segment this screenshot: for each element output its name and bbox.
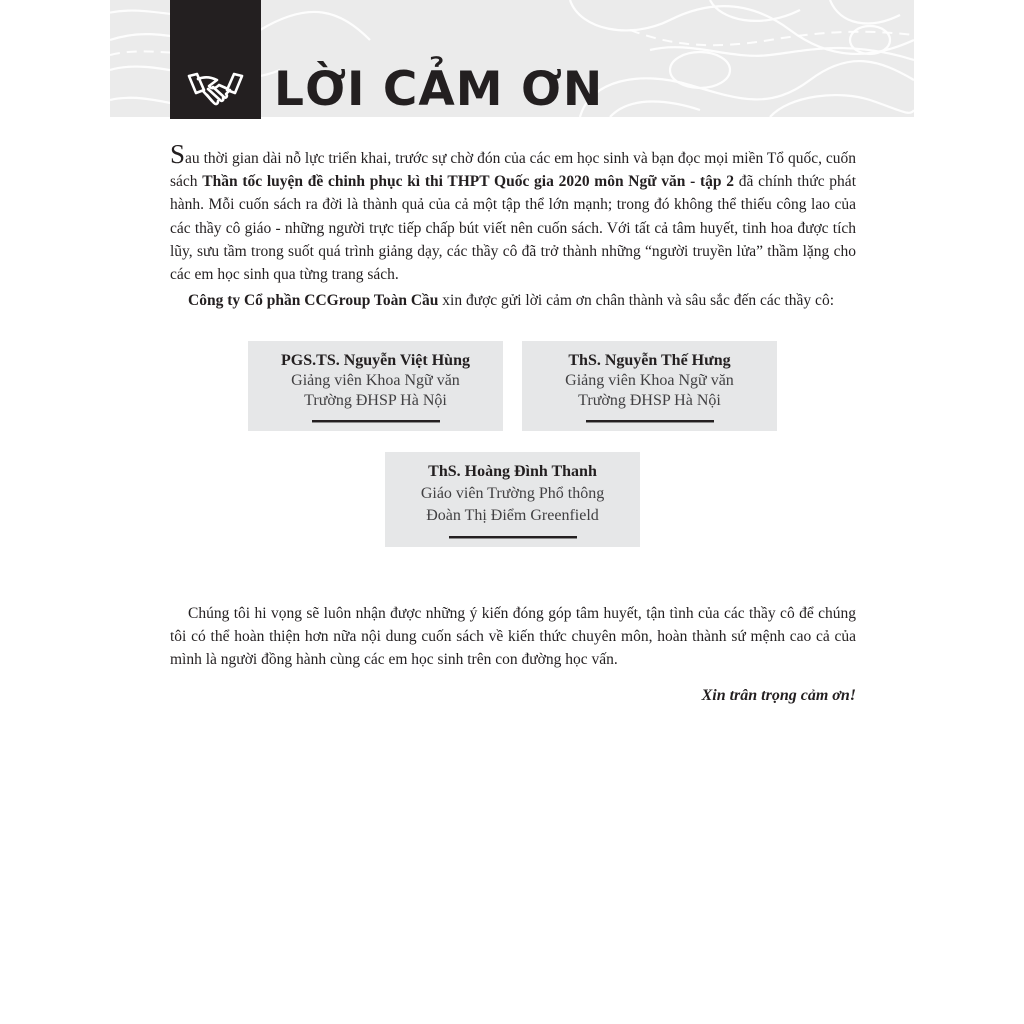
author-affiliation: Đoàn Thị Điểm Greenfield — [426, 507, 599, 524]
header-icon-box — [170, 0, 261, 119]
author-name: ThS. Nguyễn Thế Hưng — [568, 352, 731, 369]
book-title: Thần tốc luyện đề chinh phục kì thi THPT Quốc gia 2020 môn Ngữ văn - tập 2 — [202, 173, 735, 191]
card-divider — [312, 420, 440, 423]
author-name: PGS.TS. Nguyễn Việt Hùng — [281, 352, 470, 369]
author-position: Giáo viên Trường Phổ thông — [420, 485, 605, 502]
signoff: Xin trân trọng cảm ơn! — [701, 687, 856, 704]
page-title: LỜI CẢM ƠN — [274, 62, 604, 117]
card-divider — [449, 536, 577, 539]
closing-paragraph: Chúng tôi hi vọng sẽ luôn nhận được những ý kiến đóng góp tâm huyết, tận tình của các thầy cô để chúng tôi có thể hoàn thiện hơn nữa nội dung cuốn sách về kiến thức chuyên môn, hoàn thành sứ mệnh cao cả của mình là người đồng hành cùng các em học sinh trên con đường học vấn. — [170, 605, 856, 669]
author-card — [248, 341, 503, 431]
intro-text-a: au thời gian dài nỗ lực triển khai, trước sự chờ đón của các em học sinh và bạn đọc mọi miền Tổ quốc, cuốn sách — [170, 150, 856, 191]
card-divider — [586, 420, 714, 423]
intro-paragraph — [170, 139, 856, 286]
thanks-paragraph — [170, 289, 856, 312]
author-affiliation: Trường ĐHSP Hà Nội — [578, 392, 721, 409]
author-position: Giảng viên Khoa Ngữ văn — [565, 372, 734, 389]
drop-cap: S — [170, 139, 186, 169]
author-name: ThS. Hoàng Đình Thanh — [428, 463, 597, 480]
intro-text-b: đã chính thức phát hành. Mỗi cuốn sách ra đời là thành quả của cả một tập thể lớn mạnh; trong đó không thể thiếu công lao của các thầy cô giáo - những người trực tiếp chấp bút viết nên cuốn sách. Với tất cả tâm huyết, tinh hoa được tích lũy, sưu tầm trong suốt quá trình giảng dạy, các thầy cô đã trở thành những “người truyền lửa” thầm lặng cho các em học sinh qua từng trang sách. — [170, 173, 856, 284]
thanks-text: xin được gửi lời cảm ơn chân thành và sâu sắc đến các thầy cô: — [438, 292, 834, 309]
author-card — [385, 452, 640, 547]
author-affiliation: Trường ĐHSP Hà Nội — [304, 392, 447, 409]
author-position: Giảng viên Khoa Ngữ văn — [291, 372, 460, 389]
author-card — [522, 341, 777, 431]
company-name: Công ty Cổ phần CCGroup Toàn Cầu — [188, 292, 439, 309]
handshake-icon — [187, 70, 244, 110]
